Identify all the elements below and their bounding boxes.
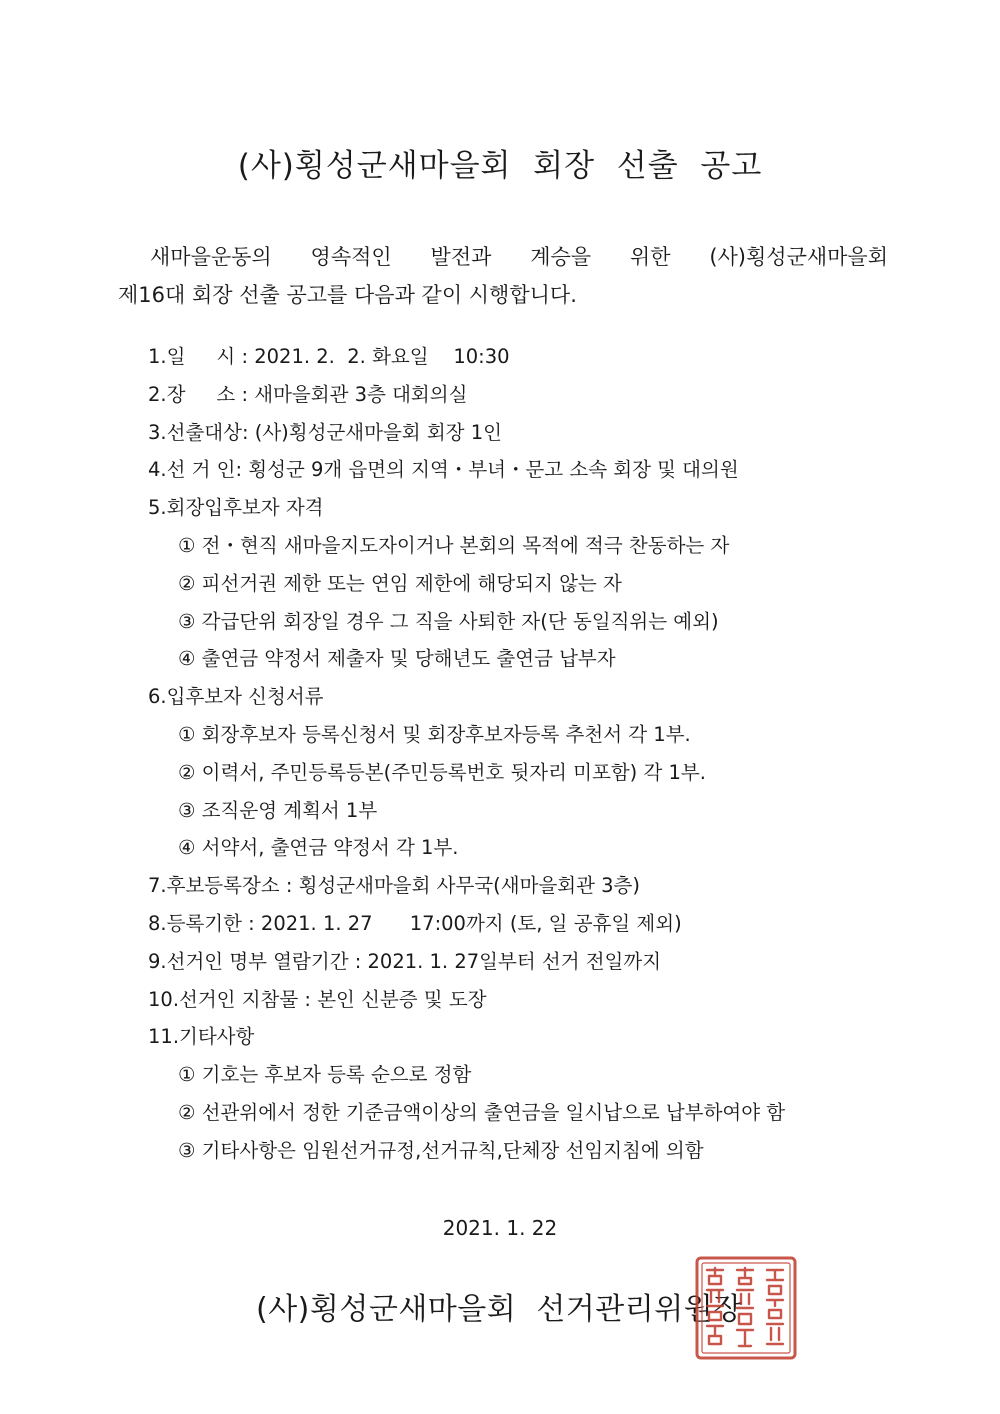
list-item: 1.일 시 : 2021. 2. 2. 화요일 10:30 xyxy=(148,345,510,368)
announcement-items xyxy=(148,338,908,1170)
intro-line-2: 제16대 회장 선출 공고를 다음과 같이 시행합니다. xyxy=(118,283,577,307)
list-sub-item: ③ 기타사항은 임원선거규정,선거규칙,단체장 선임지침에 의함 xyxy=(178,1138,704,1162)
document-title: (사)횡성군새마을회 회장 선출 공고 xyxy=(237,148,763,184)
list-sub-item: ④ 서약서, 출연금 약정서 각 1부. xyxy=(178,836,459,860)
list-sub-item: ② 피선거권 제한 또는 연임 제한에 해당되지 않는 자 xyxy=(178,571,622,595)
list-sub-item: ③ 각급단위 회장일 경우 그 직을 사퇴한 자(단 동일직위는 예외) xyxy=(178,609,719,633)
issue-date: 2021. 1. 22 xyxy=(442,1216,558,1240)
list-item: 5.회장입후보자 자격 xyxy=(148,496,324,520)
list-item: 4.선 거 인: 횡성군 9개 읍면의 지역・부녀・문고 소속 회장 및 대의원 xyxy=(148,458,739,482)
list-item: 8.등록기한 : 2021. 1. 27 17:00까지 (토, 일 공휴일 제외) xyxy=(148,911,682,935)
list-sub-item: ① 전・현직 새마을지도자이거나 본회의 목적에 적극 찬동하는 자 xyxy=(178,533,730,557)
list-item: 6.입후보자 신청서류 xyxy=(148,685,324,709)
intro-paragraph xyxy=(118,238,888,314)
list-item: 2.장 소 : 새마을회관 3층 대회의실 xyxy=(148,382,468,406)
list-sub-item: ② 이력서, 주민등록등본(주민등록번호 뒷자리 미포함) 각 1부. xyxy=(178,760,706,784)
list-sub-item: ③ 조직운영 계획서 1부 xyxy=(178,798,378,822)
list-item: 7.후보등록장소 : 횡성군새마을회 사무국(새마을회관 3층) xyxy=(148,874,641,898)
list-item: 11.기타사항 xyxy=(148,1025,255,1049)
list-sub-item: ② 선관위에서 정한 기준금액이상의 출연금을 일시납으로 납부하여야 함 xyxy=(178,1100,786,1124)
list-sub-item: ① 회장후보자 등록신청서 및 회장후보자등록 추천서 각 1부. xyxy=(178,722,691,746)
list-item: 9.선거인 명부 열람기간 : 2021. 1. 27일부터 선거 전일까지 xyxy=(148,949,662,973)
list-item: 3.선출대상: (사)횡성군새마을회 회장 1인 xyxy=(148,420,502,444)
list-sub-item: ① 기호는 후보자 등록 순으로 정함 xyxy=(178,1063,472,1087)
official-seal-icon xyxy=(693,1254,799,1362)
list-item: 10.선거인 지참물 : 본인 신분증 및 도장 xyxy=(148,987,487,1011)
list-sub-item: ④ 출연금 약정서 제출자 및 당해년도 출연금 납부자 xyxy=(178,647,616,671)
intro-line-1: 새마을운동의 영속적인 발전과 계승을 위한 (사)횡성군새마을회 xyxy=(150,245,888,269)
issuer-name: (사)횡성군새마을회 선거관리위원장 xyxy=(256,1292,743,1327)
